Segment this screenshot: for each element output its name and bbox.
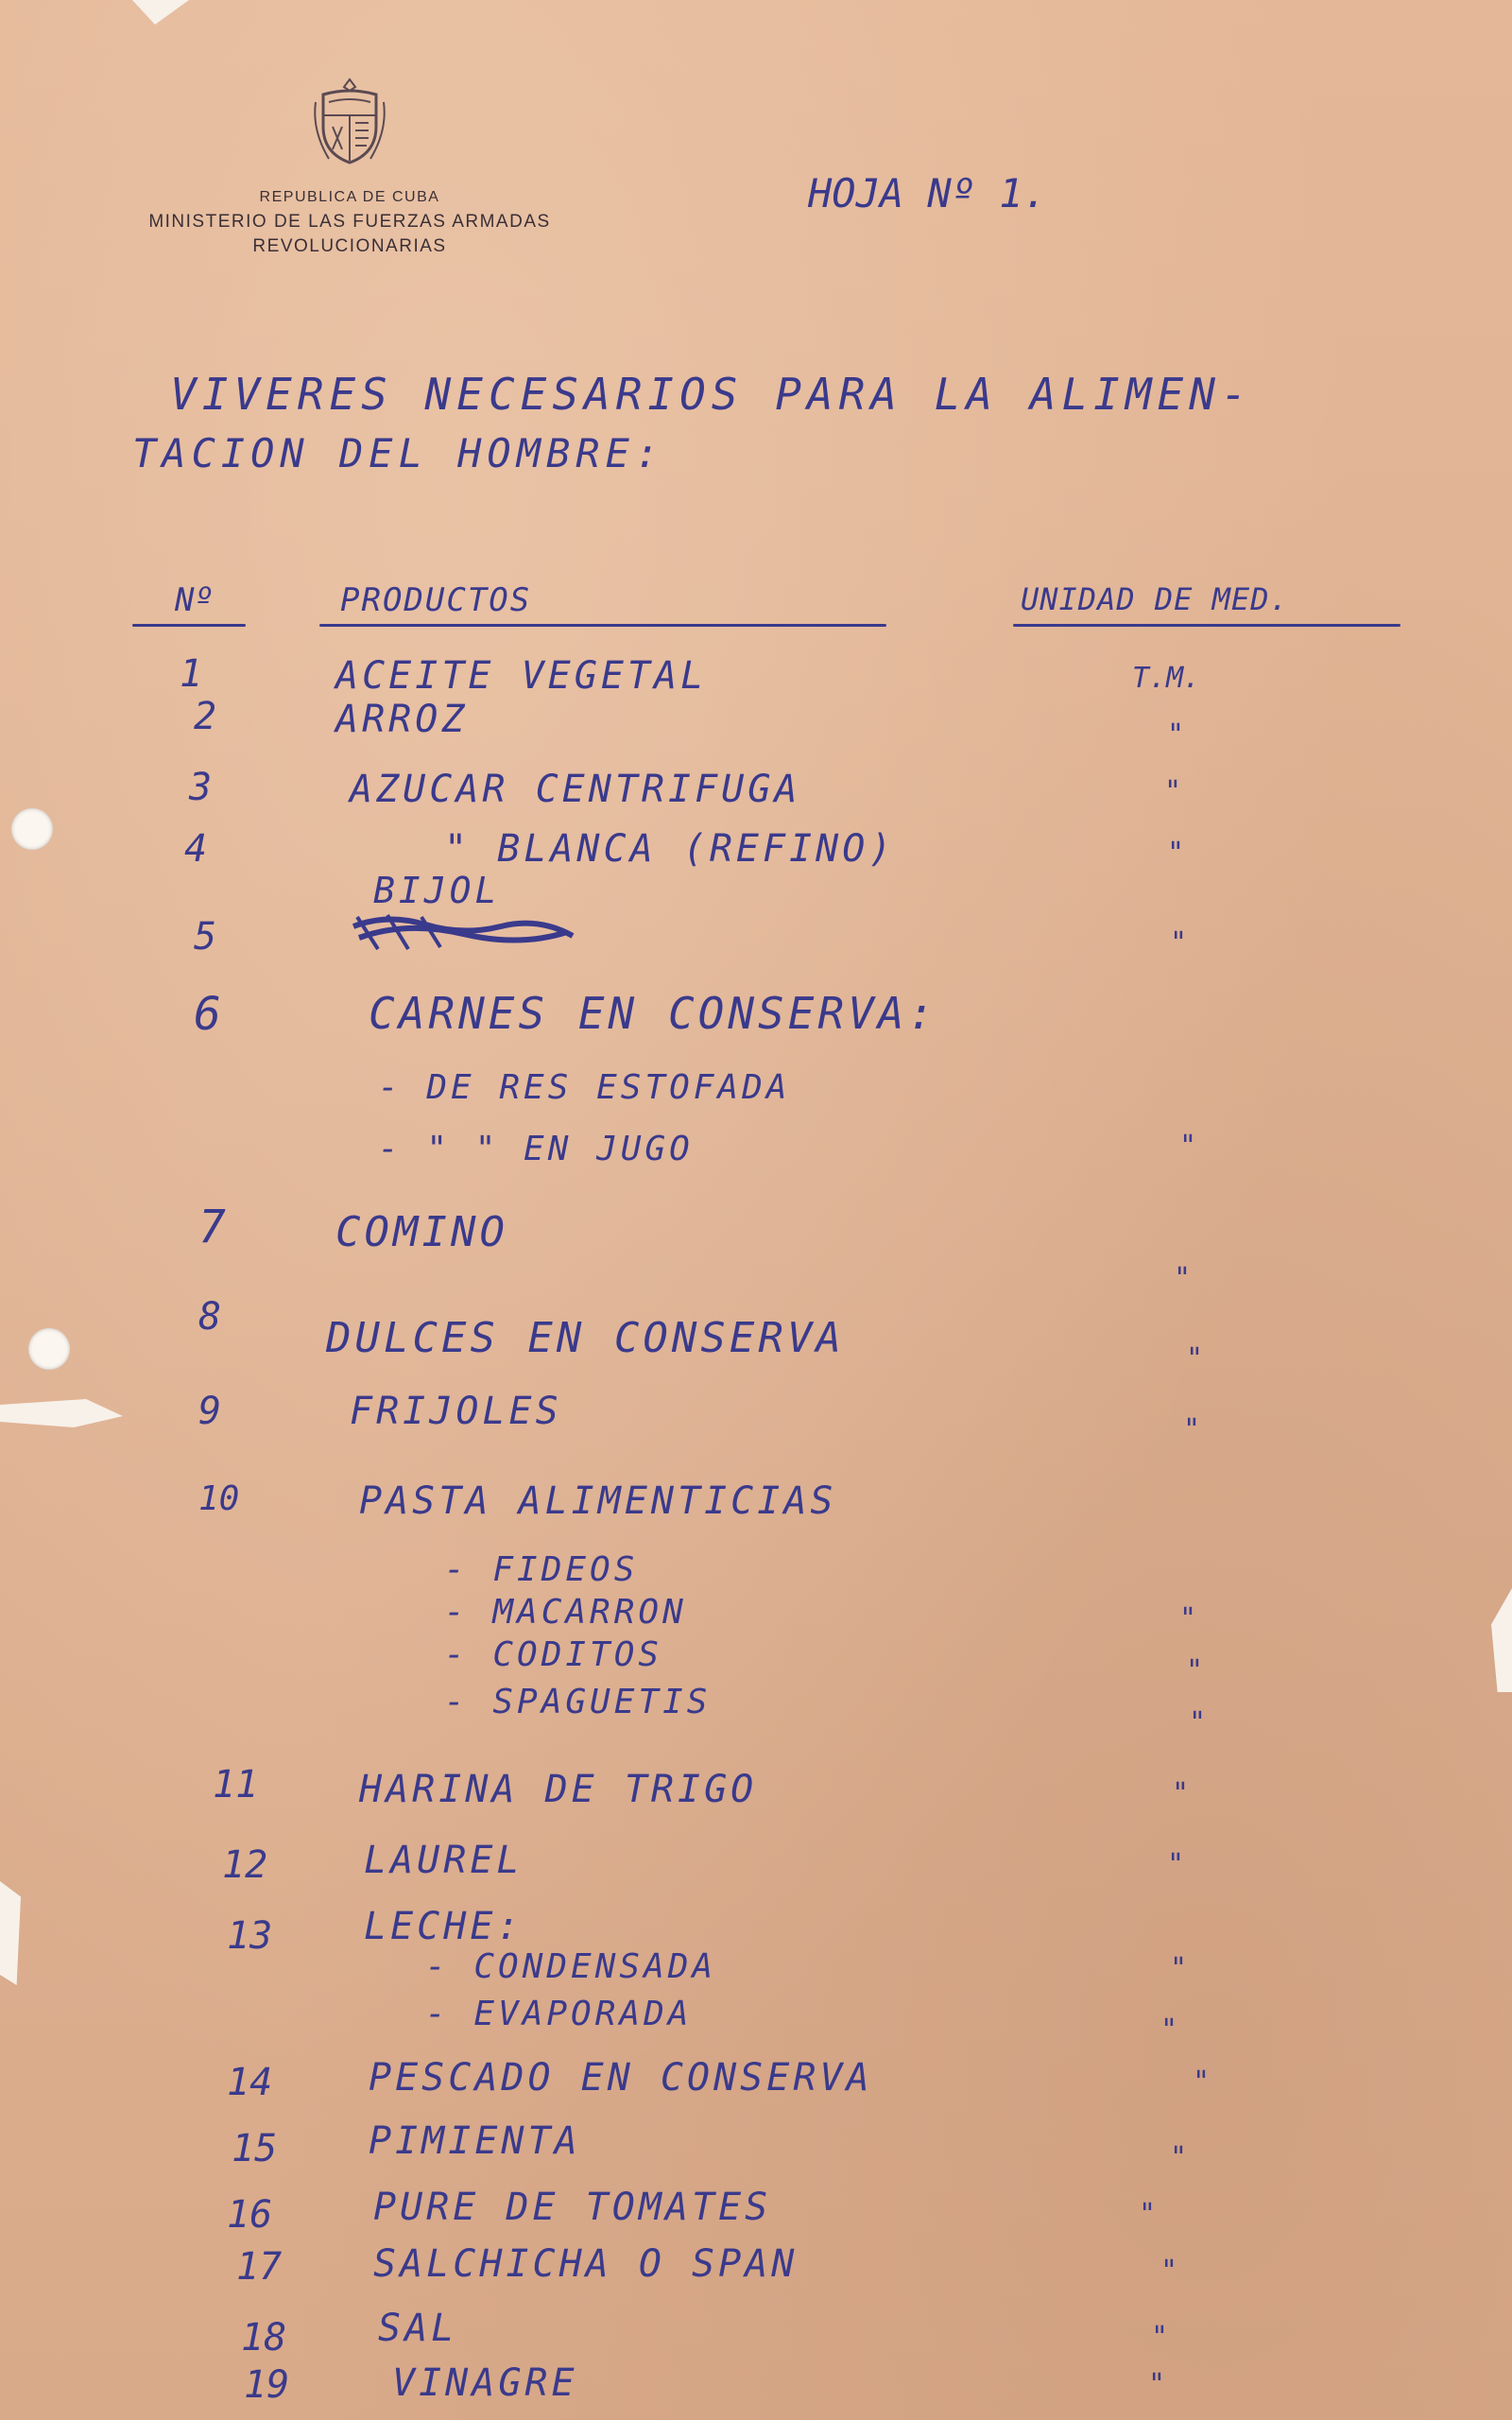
item-number: 6	[194, 988, 221, 1041]
item-product: HARINA DE TRIGO	[359, 1768, 758, 1811]
corner-tear	[132, 0, 189, 25]
column-header-number: Nº	[175, 581, 214, 619]
item-number: 1	[180, 652, 203, 696]
item-product: PIMIENTA	[369, 2119, 581, 2163]
item-product: COMINO	[335, 1208, 508, 1256]
item-product: SAL	[378, 2307, 458, 2350]
item-unit: "	[1172, 1777, 1190, 1810]
item-product: FRIJOLES	[350, 1390, 562, 1433]
ministry-label: MINISTERIO DE LAS FUERZAS ARMADAS	[148, 212, 551, 232]
item-unit: "	[1170, 2141, 1188, 2174]
item-number: 10	[198, 1479, 240, 1518]
item-number: 7	[198, 1201, 226, 1253]
item-unit: "	[1186, 1654, 1204, 1687]
item-unit: "	[1164, 775, 1182, 808]
item-unit: "	[1193, 2066, 1211, 2099]
column-header-unit: UNIDAD DE MED.	[1021, 581, 1289, 617]
item-unit: "	[1167, 1848, 1185, 1881]
item-unit: "	[1183, 1413, 1201, 1446]
republic-label: REPUBLICA DE CUBA	[259, 189, 440, 205]
column-header-product: PRODUCTOS	[340, 581, 532, 619]
item-number: 9	[198, 1390, 222, 1433]
coat-of-arms-icon	[310, 74, 389, 168]
letterhead	[85, 74, 614, 259]
item-unit: "	[1167, 837, 1185, 870]
item-subitem: - " " EN JUGO	[378, 1130, 694, 1168]
item-unit: "	[1160, 2014, 1178, 2047]
item-unit: T.M.	[1132, 662, 1201, 695]
item-product: PURE DE TOMATES	[373, 2186, 772, 2229]
item-unit: "	[1151, 2321, 1169, 2354]
edge-tear-left-low	[0, 1881, 21, 1985]
column-underline	[132, 624, 246, 627]
punch-hole-top	[11, 808, 53, 850]
item-product: " BLANCA (REFINO)	[444, 827, 896, 871]
item-subitem: - MACARRON	[444, 1593, 687, 1632]
item-product: PASTA ALIMENTICIAS	[359, 1479, 837, 1523]
edge-tear-left	[0, 1399, 123, 1427]
crossed-out-text	[350, 908, 576, 955]
item-subitem: - FIDEOS	[444, 1550, 639, 1589]
sheet-number: HOJA Nº 1.	[808, 170, 1047, 216]
column-underline	[319, 624, 886, 627]
item-unit: "	[1170, 1952, 1188, 1985]
item-number: 3	[189, 766, 213, 809]
item-number: 8	[198, 1295, 222, 1339]
item-unit: "	[1160, 2255, 1178, 2288]
item-product: CARNES EN CONSERVA:	[369, 988, 938, 1039]
item-unit: "	[1179, 1130, 1197, 1163]
item-number: 4	[184, 827, 208, 871]
item-subitem: - SPAGUETIS	[444, 1683, 712, 1721]
item-number: 19	[244, 2363, 290, 2407]
item-product: LECHE:	[364, 1905, 524, 1948]
item-product: AZUCAR CENTRIFUGA	[350, 768, 801, 811]
item-subitem: - CODITOS	[444, 1635, 663, 1674]
item-product: SALCHICHA O SPAN	[373, 2242, 799, 2286]
item-unit: "	[1139, 2198, 1157, 2231]
item-subitem: - DE RES ESTOFADA	[378, 1068, 791, 1107]
item-product: ARROZ	[335, 698, 469, 741]
item-product: DULCES EN CONSERVA	[326, 1314, 845, 1362]
item-number: 14	[227, 2061, 273, 2104]
item-product: LAUREL	[364, 1839, 524, 1882]
item-unit: "	[1170, 926, 1188, 959]
item-number: 17	[236, 2245, 283, 2289]
column-underline	[1013, 624, 1400, 627]
item-number: 15	[232, 2127, 278, 2170]
ministry-label-cont: REVOLUCIONARIAS	[252, 236, 447, 256]
item-unit: "	[1148, 2368, 1166, 2401]
item-number: 16	[227, 2193, 273, 2237]
item-unit: "	[1167, 718, 1185, 752]
item-product: VINAGRE	[392, 2361, 578, 2405]
item-number: 12	[222, 1843, 268, 1887]
item-number: 11	[213, 1763, 259, 1806]
document-title-line-2: TACION DEL HOMBRE:	[132, 430, 665, 476]
edge-tear-right	[1491, 1588, 1512, 1692]
item-number: 18	[241, 2316, 287, 2360]
punch-hole-bottom	[28, 1328, 70, 1370]
item-unit: "	[1186, 1342, 1204, 1375]
item-number: 2	[194, 695, 217, 738]
item-product-correction: BIJOL	[373, 870, 501, 911]
item-number: 5	[194, 915, 217, 959]
item-product: PESCADO EN CONSERVA	[369, 2056, 873, 2100]
item-unit: "	[1179, 1602, 1197, 1635]
item-unit: "	[1189, 1706, 1207, 1739]
item-number: 13	[227, 1914, 273, 1958]
item-subitem: - EVAPORADA	[425, 1995, 693, 2033]
document-title-line-1: VIVERES NECESARIOS PARA LA ALIMEN-	[170, 369, 1253, 420]
item-product: ACEITE VEGETAL	[335, 654, 708, 698]
item-subitem: - CONDENSADA	[425, 1947, 717, 1986]
item-unit: "	[1174, 1262, 1192, 1295]
